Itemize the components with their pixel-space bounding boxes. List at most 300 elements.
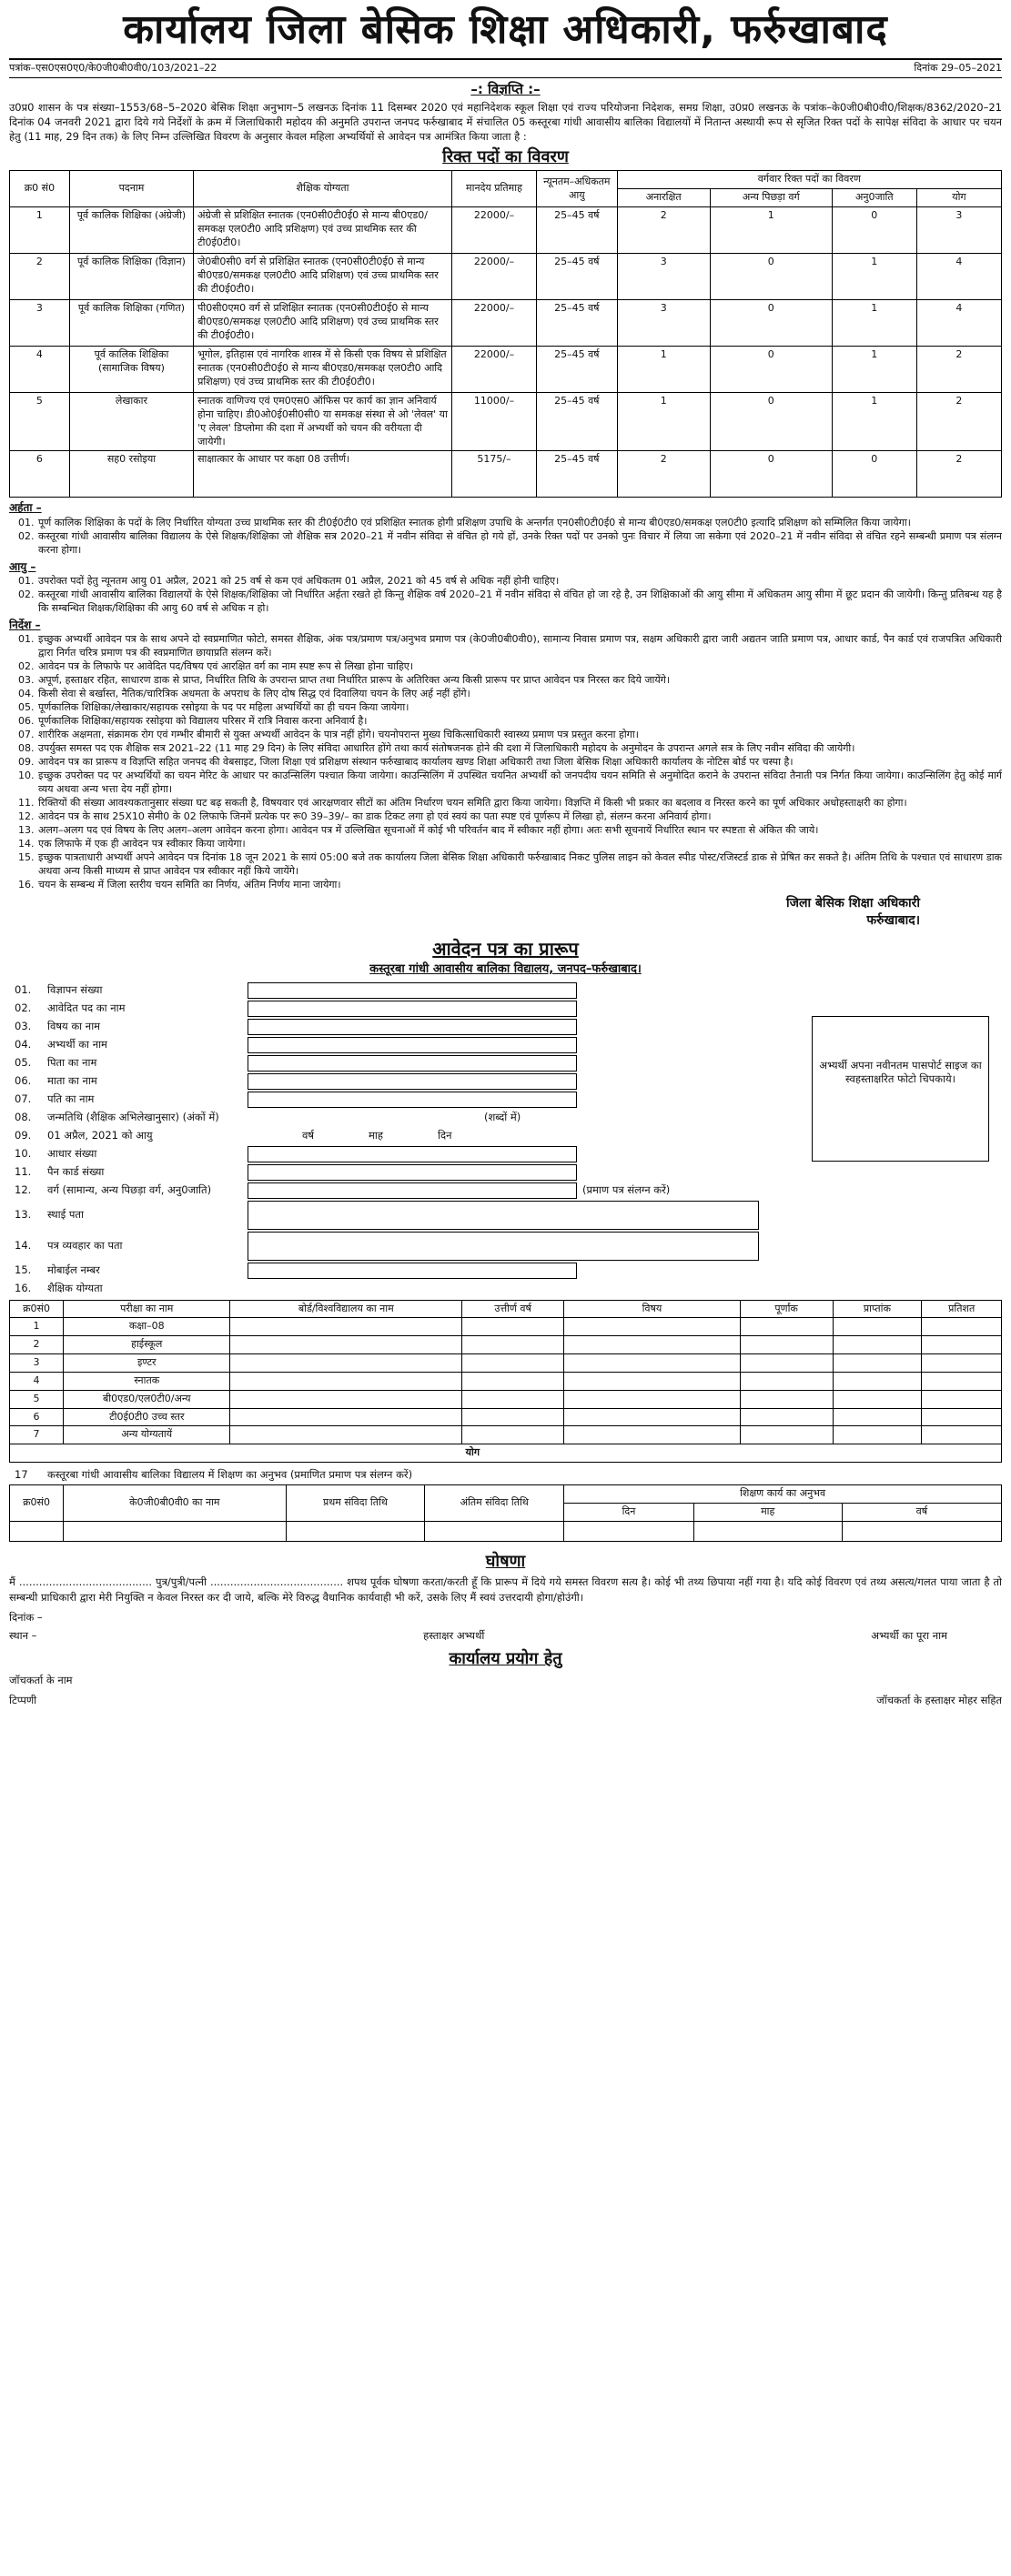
qual-cell-blank[interactable] <box>564 1318 741 1336</box>
declaration-title: घोषणा <box>485 1551 526 1571</box>
qual-cell-exam: टी0ई0टी0 उच्च स्तर <box>64 1408 230 1426</box>
qual-row <box>10 1354 1002 1373</box>
vacancy-header-category: वर्गवार रिक्त पदों का विवरण <box>617 171 1001 189</box>
form-field-label: आधार संख्या <box>47 1146 97 1160</box>
list-item <box>9 529 1002 557</box>
age-label: आयु – <box>9 559 36 573</box>
qual-cell-blank[interactable] <box>740 1372 833 1390</box>
item-number: 09. <box>18 756 35 769</box>
vacancy-cell-sc: 1 <box>832 300 916 347</box>
item-text: उपर्युक्त समस्त पद एक शैक्षिक सत्र 2021–22 (11 माह 29 दिन) के लिए संविदा आधारित होंगे तथा कार्य संतोषजनक होने की दशा में जिलाधिकारी महोदय के अनुमोदन के उपरान्त अगले सत्र के लिए नवीन संविदा की जायेगी। <box>38 742 855 755</box>
qual-cell-blank[interactable] <box>833 1318 922 1336</box>
list-item <box>9 673 1002 687</box>
qual-cell-blank[interactable] <box>462 1354 564 1373</box>
item-text: पूर्णकालिक शिक्षिका/लेखाकार/सहायक रसोइया के पद पर महिला अभ्यर्थियों का ही चयन किया जायेगा। <box>38 701 409 714</box>
vacancy-row <box>10 300 1002 347</box>
vacancy-cell-post: पूर्व कालिक शिक्षिका (सामाजिक विषय) <box>69 347 193 393</box>
qual-row <box>10 1390 1002 1408</box>
qual-cell-sno: 6 <box>10 1408 64 1426</box>
form-field-number: 10. <box>15 1146 32 1160</box>
vacancy-cell-qual: पी0सी0एम0 वर्ग से प्रशिक्षित स्नातक (एन0सी0टी0ई0 से मान्य बी0एड0/समकक्ष एल0टी0 आदि प्रशिक्षण) एवं उच्च प्राथमिक स्तर की टी0ई0टी0। <box>194 300 452 347</box>
vacancy-cell-sc: 1 <box>832 393 916 451</box>
checker-sign: जॉचकर्ता के हस्ताक्षर मोहर सहित <box>876 1693 1002 1706</box>
vacancy-cell-gen: 2 <box>617 451 710 498</box>
field-box[interactable] <box>248 1201 759 1230</box>
list-item <box>9 837 1002 850</box>
declaration-place: स्थान – <box>9 1628 37 1642</box>
form-subtitle: कस्तूरबा गांधी आवासीय बालिका विद्यालय, जनपद–फर्रुखाबाद। <box>369 962 642 977</box>
qual-cell-blank[interactable] <box>833 1354 922 1373</box>
qual-row <box>10 1372 1002 1390</box>
item-number: 03. <box>18 674 35 687</box>
vacancy-cell-sc: 1 <box>832 347 916 393</box>
vacancy-row <box>10 451 1002 498</box>
qual-row <box>10 1336 1002 1354</box>
form-field-row <box>9 1231 1002 1262</box>
vacancy-cell-qual: अंग्रेजी से प्रशिक्षित स्नातक (एन0सी0टी0ई0 से मान्य बी0एड0/समकक्ष एल0टी0 आदि प्रशिक्षण) एवं उच्च प्राथमिक स्तर की टी0ई0टी0। <box>194 207 452 254</box>
item-number: 01. <box>18 633 35 646</box>
application-form <box>9 981 1002 1298</box>
vacancy-cell-age: 25–45 वर्ष <box>537 254 618 300</box>
form-field-number: 15. <box>15 1263 32 1276</box>
form-field-row <box>9 1182 1002 1200</box>
form-field-label: शैक्षिक योग्यता <box>47 1281 103 1294</box>
vacancy-cell-sc: 0 <box>832 207 916 254</box>
qual-row <box>10 1426 1002 1444</box>
exp-header-month: माह <box>693 1504 842 1522</box>
qual-header: उत्तीर्ण वर्ष <box>462 1300 564 1318</box>
vacancy-header-obc: अन्य पिछड़ा वर्ग <box>710 189 832 207</box>
qual-header: विषय <box>564 1300 741 1318</box>
qual-cell-blank[interactable] <box>230 1426 462 1444</box>
vacancy-title: रिक्त पदों का विवरण <box>442 147 569 167</box>
photo-box: अभ्यर्थी अपना नवीनतम पासपोर्ट साइज का स्वहस्ताक्षरित फोटो चिपकाये। <box>812 1016 989 1162</box>
field-box[interactable] <box>248 1055 577 1072</box>
form-field-label: विषय का नाम <box>47 1019 101 1032</box>
vacancy-cell-gen: 2 <box>617 207 710 254</box>
item-number: 05. <box>18 701 35 714</box>
age-month-label: माह <box>369 1128 384 1142</box>
vacancy-cell-total: 3 <box>916 207 1001 254</box>
experience-number: 17 <box>15 1468 28 1482</box>
vacancy-row <box>10 347 1002 393</box>
vacancy-cell-qual: साक्षात्कार के आधार पर कक्षा 08 उत्तीर्ण। <box>194 451 452 498</box>
vacancy-cell-age: 25–45 वर्ष <box>537 347 618 393</box>
vacancy-cell-gen: 3 <box>617 300 710 347</box>
qual-cell-blank[interactable] <box>740 1390 833 1408</box>
item-number: 08. <box>18 742 35 755</box>
vacancy-cell-sc: 1 <box>832 254 916 300</box>
vacancy-cell-qual: जे0बी0सी0 वर्ग से प्रशिक्षित स्नातक (एन0सी0टी0ई0 से मान्य बी0एड0/समकक्ष एल0टी0 आदि प्रशिक्षण) एवं उच्च प्राथमिक स्तर की टी0ई0टी0। <box>194 254 452 300</box>
item-text: पूर्ण कालिक शिक्षिका के पदों के लिए निर्धारित योग्यता उच्च प्राथमिक स्तर की टी0ई0टी0 एवं प्रशिक्षित स्नातक होगी प्रशिक्षण उपाधि के अन्तर्गत एन0सी0टी0ई0 से मान्य बी0एड0/समकक्ष एल0टी0 इत्यादि प्रशिक्षण को सम्मिलित किया जायेगा। <box>38 516 911 528</box>
vacancy-row <box>10 254 1002 300</box>
field-box[interactable] <box>248 1019 577 1035</box>
caste-box[interactable] <box>248 1182 577 1199</box>
age-list <box>9 574 1002 615</box>
vacancy-cell-total: 2 <box>916 347 1001 393</box>
vacancy-row <box>10 393 1002 451</box>
vacancy-cell-sno: 4 <box>10 347 70 393</box>
declaration-date: दिनांक – <box>9 1611 43 1625</box>
age-day-label: दिन <box>438 1128 452 1142</box>
qual-cell-sno: 1 <box>10 1318 64 1336</box>
vacancy-cell-obc: 0 <box>710 300 832 347</box>
item-number: 07. <box>18 729 35 741</box>
item-text: इच्छुक उपरोक्त पद पर अभ्यर्थियों का चयन मेरिट के आधार पर काउन्सिलिंग पश्चात किया जायेगा। काउन्सिलिंग में उपस्थित चयनित अभ्यर्थी को जनपदीय चयन समिति से अनुमोदित कराने के उपरान्त संविदा तैनाती पत्र निर्गत किया जायेगा। काउन्सिलिंग हेतु कोई मार्ग व्यय अथवा अन्य भत्ता देय नहीं होगा। <box>38 770 1002 796</box>
qual-cell-sno: 4 <box>10 1372 64 1390</box>
qual-cell-blank[interactable] <box>922 1354 1002 1373</box>
form-field-label: माता का नाम <box>47 1073 97 1087</box>
qual-cell-blank[interactable] <box>740 1354 833 1373</box>
field-box[interactable] <box>248 1232 759 1261</box>
qual-header: क्र0सं0 <box>10 1300 64 1318</box>
qual-header: प्राप्तांक <box>833 1300 922 1318</box>
form-field-value[interactable] <box>248 1164 1002 1181</box>
form-field-value[interactable] <box>248 1182 1002 1199</box>
form-field-label: 01 अप्रैल, 2021 को आयु <box>47 1128 153 1142</box>
form-title: आवेदन पत्र का प्रारूप <box>432 938 579 961</box>
form-field-number: 07. <box>15 1092 32 1105</box>
item-text: किसी सेवा से बर्खास्त, नैतिक/चारित्रिक अधमता के अपराध के लिए दोष सिद्ध एवं दिवालिया चयन के लिए अर्ह नहीं होंगे। <box>38 688 470 700</box>
vacancy-cell-gen: 1 <box>617 347 710 393</box>
item-number: 02. <box>18 660 35 673</box>
qual-cell-blank[interactable] <box>922 1372 1002 1390</box>
qual-cell-blank[interactable] <box>564 1354 741 1373</box>
vacancy-cell-age: 25–45 वर्ष <box>537 207 618 254</box>
form-field-number: 13. <box>15 1207 32 1221</box>
signature-block <box>9 895 1002 930</box>
item-text: एक लिफाफे में एक ही आवेदन पत्र स्वीकार किया जायेगा। <box>38 838 246 850</box>
exp-header-first: प्रथम संविदा तिथि <box>286 1485 425 1522</box>
form-field-number: 02. <box>15 1001 32 1014</box>
qual-cell-blank[interactable] <box>922 1390 1002 1408</box>
vacancy-cell-gen: 1 <box>617 393 710 451</box>
vacancy-cell-sno: 1 <box>10 207 70 254</box>
qual-cell-blank[interactable] <box>462 1390 564 1408</box>
item-number: 11. <box>18 797 35 810</box>
vacancy-cell-post: सह0 रसोइया <box>69 451 193 498</box>
item-number: 01. <box>18 574 35 587</box>
vacancy-cell-salary: 22000/– <box>451 300 536 347</box>
form-field-row <box>9 981 1002 1000</box>
qual-cell-sno: 5 <box>10 1390 64 1408</box>
declaration-text: मैं ........................................ पुत्र/पुत्री/पत्नी ........................................ शपथ पूर्वक घोषणा करता/करती हूँ कि प्रारूप में दिये गये समस्त विवरण सत्य है। कोई भी तथ्य छिपाया नहीं गया है। यदि कोई विवरण एवं तथ्य असत्य/गलत पाया जाता है तो सम्बन्धी प्राधिकारी द्वारा मेरी नियुक्ति न केवल निरस्त कर दी जाये, बल्कि मेरे विरुद्ध वैधानिक कार्यवाही भी करें, उसके लिए मैं स्वयं उत्तरदायी होगा/होउंगी। <box>9 1575 1002 1605</box>
vacancy-cell-salary: 22000/– <box>451 347 536 393</box>
exp-header-exp: शिक्षण कार्य का अनुभव <box>564 1485 1002 1504</box>
form-field-number: 08. <box>15 1110 32 1123</box>
item-number: 02. <box>18 529 35 542</box>
item-text: इच्छुक पात्रताधारी अभ्यर्थी अपने आवेदन पत्र दिनांक 18 जून 2021 के सायं 05:00 बजे तक कार्यालय जिला बेसिक शिक्षा अधिकारी फर्रुखाबाद निकट पुलिस लाइन को केवल स्पीड पोस्ट/रजिस्टर्ड डाक से प्रेषित कर सकते है। अंतिम तिथि के पश्चात एवं साधारण डाक अथवा अन्य किसी माध्यम से प्राप्त आवेदन पत्र स्वीकार नहीं किये जायेंगे। <box>38 851 1002 878</box>
vacancy-cell-age: 25–45 वर्ष <box>537 393 618 451</box>
form-field-row <box>9 1000 1002 1018</box>
form-field-value[interactable] <box>248 1263 1002 1279</box>
vacancy-header-gen: अनारक्षित <box>617 189 710 207</box>
qual-cell-exam: बी0एड0/एल0टी0/अन्य <box>64 1390 230 1408</box>
form-field-label: पति का नाम <box>47 1092 95 1105</box>
qual-cell-blank[interactable] <box>833 1336 922 1354</box>
vacancy-header-age: न्यूनतम–अधिकतम आयु <box>537 171 618 207</box>
signature-line1: जिला बेसिक शिक्षा अधिकारी <box>785 896 920 911</box>
qual-cell-blank[interactable] <box>230 1354 462 1373</box>
item-text: पूर्णकालिक शिक्षिका/सहायक रसोइया को विद्यालय परिसर में रात्रि निवास करना अनिवार्य है। <box>38 715 368 728</box>
qual-cell-sno: 2 <box>10 1336 64 1354</box>
qual-cell-blank[interactable] <box>230 1390 462 1408</box>
vacancy-cell-obc: 1 <box>710 207 832 254</box>
list-item <box>9 700 1002 714</box>
form-field-label: मोबाईल नम्बर <box>47 1263 100 1276</box>
qual-cell-blank[interactable] <box>740 1336 833 1354</box>
item-number: 12. <box>18 810 35 823</box>
item-text: रिक्तियों की संख्या आवश्यकतानुसार संख्या घट बढ़ सकती है, विषयवार एवं आरक्षणवार सीटों का अंतिम निर्धारण चयन समिति द्वारा किया जायेगा। विज्ञप्ति में किसी भी प्रकार का बदलाव व निरस्त करने का पूर्ण अधिकार अधोहस्ताक्षरी का होगा। <box>38 797 907 810</box>
vacancy-cell-qual: भूगोल, इतिहास एवं नागरिक शास्त्र में से किसी एक विषय से प्रशिक्षित स्नातक (एन0सी0टी0ई0 से मान्य बी0एड0/समकक्ष एल0टी0 आदि प्रशिक्षण) एवं उच्च प्राथमिक स्तर की टी0ई0टी0। <box>194 347 452 393</box>
eligibility-list <box>9 516 1002 557</box>
vacancy-cell-total: 2 <box>916 451 1001 498</box>
vacancy-cell-age: 25–45 वर्ष <box>537 451 618 498</box>
exp-header-year: वर्ष <box>842 1504 1001 1522</box>
form-field-number: 14. <box>15 1238 32 1252</box>
qual-cell-blank[interactable] <box>230 1336 462 1354</box>
qual-cell-blank[interactable] <box>462 1318 564 1336</box>
reference-number: पत्रांक–एस0एस0ए0/के0जी0बी0वी0/103/2021–22 <box>9 62 217 74</box>
qual-cell-blank[interactable] <box>564 1408 741 1426</box>
list-item <box>9 769 1002 796</box>
qual-cell-blank[interactable] <box>833 1372 922 1390</box>
qual-cell-exam: कक्षा–08 <box>64 1318 230 1336</box>
qual-cell-exam: अन्य योग्यतायें <box>64 1426 230 1444</box>
instructions-label: निर्देश – <box>9 618 41 631</box>
vacancy-cell-total: 4 <box>916 300 1001 347</box>
vacancy-cell-obc: 0 <box>710 347 832 393</box>
list-item <box>9 755 1002 769</box>
list-item <box>9 714 1002 728</box>
exp-header-day: दिन <box>564 1504 694 1522</box>
form-field-number: 16. <box>15 1281 32 1294</box>
form-field-label: अभ्यर्थी का नाम <box>47 1037 107 1051</box>
intro-paragraph: उ0प्र0 शासन के पत्र संख्या–1553/68–5–2020 बेसिक शिक्षा अनुभाग–5 लखनऊ दिनांक 11 दिसम्बर 2020 एवं महानिदेशक स्कूल शिक्षा एवं राज्य परियोजना निदेशक, समग्र शिक्षा, उ0प्र0 लखनऊ के पत्रांक–के0जी0बी0वी0/शिक्षक/8362/2020–21 दिनांक 04 जनवरी 2021 द्वारा दिये गये निर्देशों के क्रम में जिलाधिकारी महोदय की अनुमति उपरान्त जनपद फर्रुखाबाद में संचालित 05 कस्तूरबा गांधी आवासीय बालिका विद्यालयों में नितान्त अस्थायी रूप से सृजित रिक्त पदों के सापेक्ष संविदा के आधार पर चयन हेतु (11 माह, 29 दिन तक) के लिए निम्न उल्लिखित विवरण के अनुसार केवल महिला अभ्यर्थियों से आवेदन पत्र आमंत्रित किया जाता है : <box>9 101 1002 144</box>
qual-row <box>10 1408 1002 1426</box>
qual-cell-blank[interactable] <box>833 1390 922 1408</box>
field-box[interactable] <box>248 1092 577 1108</box>
office-remark: टिप्पणी <box>9 1693 37 1706</box>
list-item <box>9 632 1002 659</box>
notice-date: दिनांक 29–05–2021 <box>914 62 1002 74</box>
item-text: आवेदन पत्र के साथ 25X10 सेमी0 के 02 लिफाफे जिनमें प्रत्येक पर रू0 39–39/– का डाक टिकट लगा हो एवं स्वयं का पता स्पष्ट एवं पूर्णरूप में लिखा हो, संलग्न करना अनिवार्य होगा। <box>38 810 712 823</box>
vacancy-header-salary: मानदेय प्रतिमाह <box>451 171 536 207</box>
item-text: उपरोक्त पदों हेतु न्यूनतम आयु 01 अप्रैल, 2021 को 25 वर्ष से कम एवं अधिकतम 01 अप्रैल, 2021 को 45 वर्ष से अधिक नहीं होनी चाहिए। <box>38 574 560 587</box>
form-field-label: विज्ञापन संख्या <box>47 982 103 996</box>
reference-line <box>9 58 1002 78</box>
exp-header-school: के0जी0बी0वी0 का नाम <box>64 1485 286 1522</box>
form-field-label: आवेदित पद का नाम <box>47 1001 126 1014</box>
vacancy-table <box>9 170 1002 498</box>
form-field-value[interactable] <box>248 982 1002 999</box>
list-item <box>9 796 1002 810</box>
vacancy-cell-sno: 2 <box>10 254 70 300</box>
vacancy-cell-obc: 0 <box>710 393 832 451</box>
qual-cell-blank[interactable] <box>922 1426 1002 1444</box>
qual-cell-blank[interactable] <box>922 1318 1002 1336</box>
qual-row <box>10 1318 1002 1336</box>
qual-cell-exam: स्नातक <box>64 1372 230 1390</box>
form-field-label: पिता का नाम <box>47 1055 97 1069</box>
item-number: 10. <box>18 770 35 782</box>
field-box[interactable] <box>248 1037 577 1053</box>
age-year-label: वर्ष <box>302 1128 315 1142</box>
qual-cell-blank[interactable] <box>922 1408 1002 1426</box>
form-field-label: स्थाई पता <box>47 1207 84 1221</box>
qual-cell-blank[interactable] <box>230 1318 462 1336</box>
qual-cell-exam: इण्टर <box>64 1354 230 1373</box>
declaration-fullname: अभ्यर्थी का पूरा नाम <box>871 1628 947 1642</box>
dob-words-label: (शब्दों में) <box>484 1110 521 1123</box>
form-field-value[interactable] <box>248 1232 1002 1261</box>
vacancy-cell-sno: 6 <box>10 451 70 498</box>
item-text: आवेदन पत्र का प्रारूप व विज्ञप्ति सहित जनपद की वेबसाइट, जिला शिक्षा एवं प्रशिक्षण संस्थान फर्रुखाबाद कार्यालय खण्ड शिक्षा अधिकारी तथा जिला बेसिक शिक्षा अधिकारी कार्यालय के नोटिस बोर्ड पर चस्पा है। <box>38 756 794 769</box>
vacancy-cell-salary: 22000/– <box>451 254 536 300</box>
qualification-table <box>9 1300 1002 1464</box>
qual-cell-blank[interactable] <box>564 1426 741 1444</box>
instructions-list <box>9 632 1002 891</box>
item-text: कस्तूरबा गांधी आवासीय बालिका विद्यालय के ऐसे शिक्षक/शिक्षिका जो शैक्षिक सत्र 2020–21 में नवीन संविदा से वंचित हो गये हों, उनके रिक्त पदों पर उनको पुनः विचार में लिया जा सकेगा एवं 2020–21 में नवीन संविदा से वंचित रहने सम्बन्धी प्रमाण पत्र संलग्न करना होगा। <box>38 529 1002 556</box>
vacancy-header-sno: क्र0 सं0 <box>10 171 70 207</box>
form-field-number: 03. <box>15 1019 32 1032</box>
vacancy-cell-salary: 22000/– <box>451 207 536 254</box>
qual-header: पूर्णांक <box>740 1300 833 1318</box>
list-item <box>9 823 1002 837</box>
item-number: 16. <box>18 879 35 891</box>
vacancy-header-qual: शैक्षिक योग्यता <box>194 171 452 207</box>
item-text: आवेदन पत्र के लिफाफे पर आवेदित पद/विषय एवं आरक्षित वर्ग का नाम स्पष्ट रूप से लिखा होना चाहिए। <box>38 660 414 673</box>
vacancy-cell-sno: 5 <box>10 393 70 451</box>
vacancy-cell-post: पूर्व कालिक शिक्षिका (अंग्रेजी) <box>69 207 193 254</box>
qual-header: बोर्ड/विश्वविद्यालय का नाम <box>230 1300 462 1318</box>
list-item <box>9 878 1002 891</box>
qual-cell-blank[interactable] <box>922 1336 1002 1354</box>
qual-cell-blank[interactable] <box>833 1408 922 1426</box>
vacancy-cell-sno: 3 <box>10 300 70 347</box>
qual-cell-blank[interactable] <box>462 1426 564 1444</box>
qual-cell-blank[interactable] <box>564 1390 741 1408</box>
qual-cell-blank[interactable] <box>740 1408 833 1426</box>
form-field-label: पैन कार्ड संख्या <box>47 1164 105 1178</box>
field-box[interactable] <box>248 1263 577 1279</box>
vacancy-header-sc: अनु0जाति <box>832 189 916 207</box>
list-item <box>9 728 1002 741</box>
form-field-number: 09. <box>15 1128 32 1142</box>
qual-cell-blank[interactable] <box>230 1408 462 1426</box>
item-number: 13. <box>18 824 35 837</box>
vacancy-cell-sc: 0 <box>832 451 916 498</box>
form-field-row <box>9 1262 1002 1280</box>
list-item <box>9 516 1002 529</box>
qual-cell-sno: 3 <box>10 1354 64 1373</box>
vacancy-cell-post: लेखाकार <box>69 393 193 451</box>
vacancy-cell-salary: 5175/– <box>451 451 536 498</box>
qual-cell-blank[interactable] <box>833 1426 922 1444</box>
qual-header: प्रतिशत <box>922 1300 1002 1318</box>
notice-page <box>9 0 1002 2576</box>
form-field-number: 11. <box>15 1164 32 1178</box>
office-footer <box>9 1694 1002 1708</box>
field-box[interactable] <box>248 1073 577 1090</box>
qual-cell-blank[interactable] <box>462 1408 564 1426</box>
form-field-number: 05. <box>15 1055 32 1069</box>
qual-cell-blank[interactable] <box>564 1336 741 1354</box>
experience-table <box>9 1484 1002 1542</box>
qual-header: परीक्षा का नाम <box>64 1300 230 1318</box>
list-item <box>9 659 1002 673</box>
item-text: अलग–अलग पद एवं विषय के लिए अलग–अलग आवेदन करना होगा। आवेदन पत्र में उल्लिखित सूचनाओं में कोई भी परिवर्तन बाद में स्वीकार नहीं होगा। अतः सभी सूचनायें निर्धारित स्थान पर स्पष्टता से अंकित की जाये। <box>38 824 819 837</box>
list-item <box>9 574 1002 588</box>
vacancy-row <box>10 207 1002 254</box>
checker-name: जॉचकर्ता के नाम <box>9 1674 73 1687</box>
item-text: शारीरिक अक्षमता, संक्रामक रोग एवं गम्भीर बीमारी से युक्त अभ्यर्थी आवेदन के पात्र नहीं होंगे। चयनोपरान्त मुख्य चिकित्साधिकारी स्वास्थ्य प्रमाण पत्र प्रस्तुत करना होगा। <box>38 729 639 741</box>
form-field-number: 01. <box>15 982 32 996</box>
qual-cell-sno: 7 <box>10 1426 64 1444</box>
notice-heading: –: विज्ञप्ति :– <box>470 80 541 97</box>
list-item <box>9 810 1002 823</box>
form-field-number: 06. <box>15 1073 32 1087</box>
exp-header-last: अंतिम संविदा तिथि <box>425 1485 564 1522</box>
qual-cell-blank[interactable] <box>230 1372 462 1390</box>
vacancy-cell-qual: स्नातक वाणिज्य एवं एम0एस0 ऑफिस पर कार्य का ज्ञान अनिवार्य होना चाहिए। डी0ओ0ई0सी0सी0 या समकक्ष संस्था से ओ 'लेवल' या 'ए लेवल' डिप्लोमा की दशा में अभ्यर्थी को चयन की वरीयता दी जायेगी। <box>194 393 452 451</box>
vacancy-cell-gen: 3 <box>617 254 710 300</box>
qual-cell-blank[interactable] <box>740 1426 833 1444</box>
vacancy-cell-total: 2 <box>916 393 1001 451</box>
list-item <box>9 741 1002 755</box>
item-text: अपूर्ण, हस्ताक्षर रहित, साधारण डाक से प्राप्त, निर्धारित तिथि के उपरान्त प्राप्त तथा निर्धारित प्रारूप के अतिरिक्त अन्य किसी प्रारूप पर प्राप्त आवेदन पत्र निरस्त कर दिये जायेंगे। <box>38 674 671 687</box>
form-field-label: पत्र व्यवहार का पता <box>47 1238 123 1252</box>
experience-label: कस्तूरबा गांधी आवासीय बालिका विद्यालय में शिक्षण का अनुभव (प्रमाणित प्रमाण पत्र संलग्न करें) <box>47 1468 413 1482</box>
vacancy-cell-obc: 0 <box>710 451 832 498</box>
qual-cell-blank[interactable] <box>462 1372 564 1390</box>
form-field-number: 12. <box>15 1182 32 1196</box>
form-field-row <box>9 1163 1002 1182</box>
field-box[interactable] <box>248 1001 577 1017</box>
form-field-value[interactable] <box>248 1001 1002 1017</box>
item-number: 04. <box>18 688 35 700</box>
item-text: इच्छुक अभ्यर्थी आवेदन पत्र के साथ अपने दो स्वप्रमाणित फोटो, समस्त शैक्षिक, अंक पत्र/प्रमाण पत्र/अनुभव प्रमाण पत्र (के0जी0बी0वी0), सामान्य निवास प्रमाण पत्र, सक्षम अधिकारी द्वारा जारी अद्यतन जाति प्रमाण पत्र, आधार कार्ड, पैन कार्ड एवं राजपत्रित अधिकारी द्वारा निर्गत चरित्र प्रमाण पत्र की स्वप्रमाणित छायाप्रति संलग्न करें। <box>38 633 1002 659</box>
form-field-label: वर्ग (सामान्य, अन्य पिछड़ा वर्ग, अनु0जाति) <box>47 1182 212 1196</box>
vacancy-header-total: योग <box>916 189 1001 207</box>
exp-header-sno: क्र0सं0 <box>10 1485 64 1522</box>
item-number: 02. <box>18 588 35 600</box>
declaration-footer <box>9 1629 1002 1644</box>
form-field-label: जन्मतिथि (शैक्षिक अभिलेखानुसार) (अंकों में) <box>47 1110 219 1123</box>
vacancy-cell-post: पूर्व कालिक शिक्षिका (विज्ञान) <box>69 254 193 300</box>
item-number: 01. <box>18 516 35 528</box>
vacancy-header-post: पदनाम <box>69 171 193 207</box>
qual-cell-blank[interactable] <box>740 1318 833 1336</box>
list-item <box>9 687 1002 700</box>
qual-cell-blank[interactable] <box>564 1372 741 1390</box>
office-title: कार्यालय जिला बेसिक शिक्षा अधिकारी, फर्रुखाबाद <box>123 6 888 53</box>
item-text: चयन के सम्बन्ध में जिला स्तरीय चयन समिति का निर्णय, अंतिम निर्णय माना जायेगा। <box>38 879 341 891</box>
vacancy-cell-age: 25–45 वर्ष <box>537 300 618 347</box>
signature-line2: फर्रुखाबाद। <box>866 913 920 929</box>
vacancy-cell-obc: 0 <box>710 254 832 300</box>
form-field-value[interactable] <box>248 1201 1002 1230</box>
qualification-total: योग <box>462 1444 1002 1463</box>
field-box[interactable] <box>248 982 577 999</box>
item-number: 14. <box>18 838 35 850</box>
form-field-number: 04. <box>15 1037 32 1051</box>
field-box[interactable] <box>248 1146 577 1162</box>
field-box[interactable] <box>248 1164 577 1181</box>
caste-note: (प्रमाण पत्र संलग्न करें) <box>582 1183 671 1197</box>
list-item <box>9 588 1002 615</box>
qual-cell-blank[interactable] <box>462 1336 564 1354</box>
